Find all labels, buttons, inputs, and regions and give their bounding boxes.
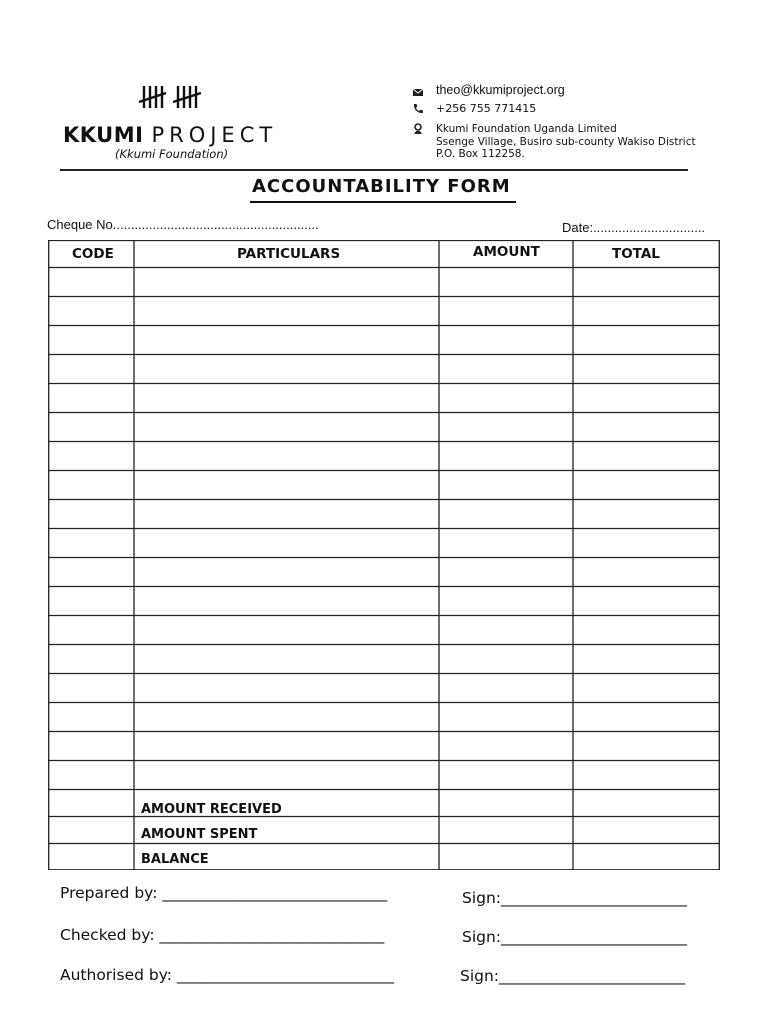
address-line-3: P.O. Box 112258. [436,148,525,160]
envelope-icon [412,86,424,98]
prepared-by-field[interactable]: Prepared by: _____________________________ [60,884,388,902]
tally-marks-logo [138,84,202,110]
col-header-total: TOTAL [612,246,660,262]
org-name [63,123,277,147]
amount-spent-label: AMOUNT SPENT [141,827,258,842]
location-pin-icon [412,123,424,135]
phone-icon [412,103,424,115]
balance-label: BALANCE [141,852,209,867]
title-underline [250,201,516,203]
table-grid [48,240,720,870]
address-line-1: Kkumi Foundation Uganda Limited [436,123,617,135]
sign-field-2[interactable]: Sign:________________________ [462,928,688,946]
col-header-particulars: PARTICULARS [237,246,341,262]
org-name-light: PROJECT [151,123,278,147]
date-field[interactable]: Date:............................... [562,220,706,235]
checked-by-field[interactable]: Checked by: _____________________________ [60,926,385,944]
amount-received-label: AMOUNT RECEIVED [141,802,282,817]
accountability-table [48,240,720,870]
sign-field-1[interactable]: Sign:________________________ [462,889,688,907]
col-header-amount: AMOUNT [473,244,540,260]
sign-field-3[interactable]: Sign:________________________ [460,967,686,985]
header-divider [60,169,688,171]
phone-text: +256 755 771415 [436,102,537,115]
email-text[interactable]: theo@kkumiproject.org [436,83,565,97]
form-title: ACCOUNTABILITY FORM [252,176,511,197]
col-header-code: CODE [72,246,114,262]
authorised-by-field[interactable]: Authorised by: ____________________________ [60,966,394,984]
cheque-number-field[interactable]: Cheque No......................................................... [47,217,319,232]
org-subtitle: (Kkumi Foundation) [115,147,229,161]
address-line-2: Ssenge Village, Busiro sub-county Wakiso District [436,135,696,148]
org-name-bold: KKUMI [63,123,144,147]
